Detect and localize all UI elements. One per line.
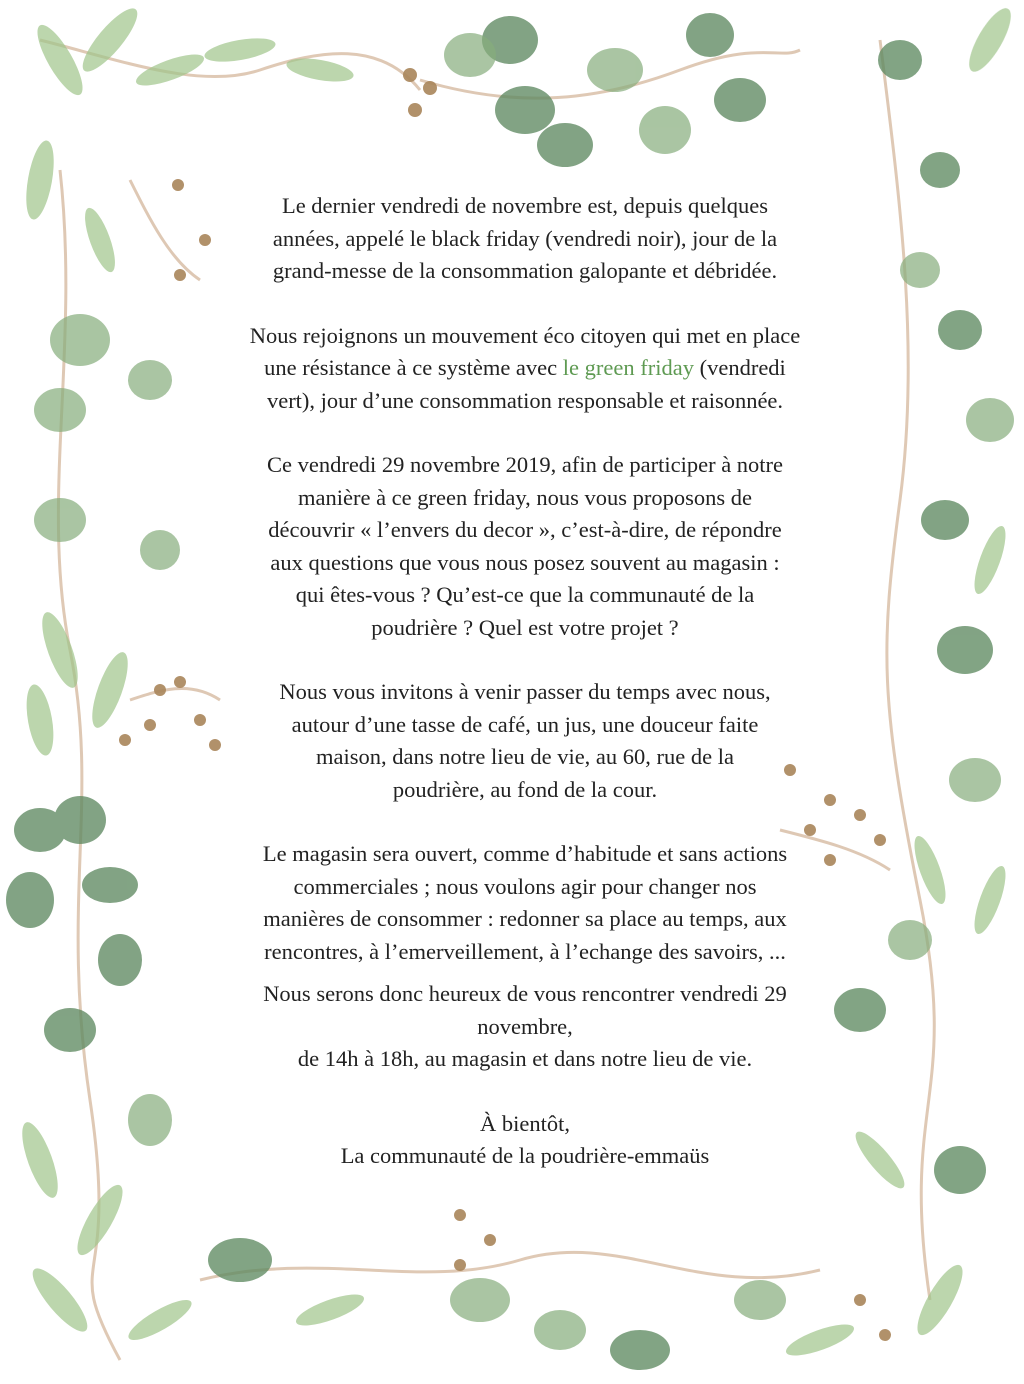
text-line: novembre, <box>477 1013 573 1039</box>
text-line: années, appelé le black friday (vendredi noir), jour de la <box>272 225 778 251</box>
text-line: manières de consommer : redonner sa place au temps, aux <box>263 906 787 931</box>
green-friday-highlight: le green friday <box>562 355 694 380</box>
text-fragment: (vendredi <box>693 355 786 380</box>
text-line: autour d’une tasse de café, un jus, une douceur faite <box>291 711 759 737</box>
paragraph-black-friday <box>170 190 880 288</box>
paragraph-event-invitation <box>170 449 880 644</box>
signature-text: La communauté de la poudrière-emmaüs <box>340 1143 710 1168</box>
text-line: aux questions que vous nous posez souvent au magasin : <box>270 549 780 575</box>
text-line: Nous serons donc heureux de vous rencontrer vendredi 29 <box>263 981 787 1006</box>
text-line: Ce vendredi 29 novembre 2019, afin de participer à notre <box>266 452 784 477</box>
text-line: Le magasin sera ouvert, comme d’habitude et sans actions <box>262 841 788 866</box>
text-line: Nous rejoignons un mouvement éco citoyen qui met en place <box>249 322 801 348</box>
text-fragment: une résistance à ce système avec <box>264 355 563 380</box>
text-line: rencontres, à l’emerveillement, à l’echange des savoirs, ... <box>264 938 786 964</box>
text-line: poudrière, au fond de la cour. <box>392 776 658 802</box>
text-line: manière à ce green friday, nous vous proposons de <box>297 484 753 510</box>
paragraph-green-friday <box>170 320 880 418</box>
text-line: grand-messe de la consommation galopante et débridée. <box>272 258 778 283</box>
signature-block <box>170 1108 880 1173</box>
paragraph-location <box>170 676 880 806</box>
text-line: Nous vous invitons à venir passer du temps avec nous, <box>279 679 771 704</box>
text-line: Le dernier vendredi de novembre est, depuis quelques <box>281 193 769 218</box>
text-line: de 14h à 18h, au magasin et dans notre lieu de vie. <box>297 1046 753 1071</box>
letter-body <box>170 190 880 1205</box>
paragraph-shop-open <box>170 838 880 968</box>
text-line: commerciales ; nous voulons agir pour changer nos <box>293 873 757 899</box>
text-line: qui êtes-vous ? Qu’est-ce que la communauté de la <box>295 582 755 607</box>
text-line: découvrir « l’envers du decor », c’est-à-dire, de répondre <box>268 517 782 542</box>
text-line: vert), jour d’une consommation responsable et raisonnée. <box>266 387 784 413</box>
closing-text: À bientôt, <box>480 1110 570 1136</box>
text-line <box>170 352 880 385</box>
paragraph-date-time <box>170 978 880 1076</box>
text-line: maison, dans notre lieu de vie, au 60, rue de la <box>316 744 734 769</box>
text-line: poudrière ? Quel est votre projet ? <box>371 614 679 640</box>
